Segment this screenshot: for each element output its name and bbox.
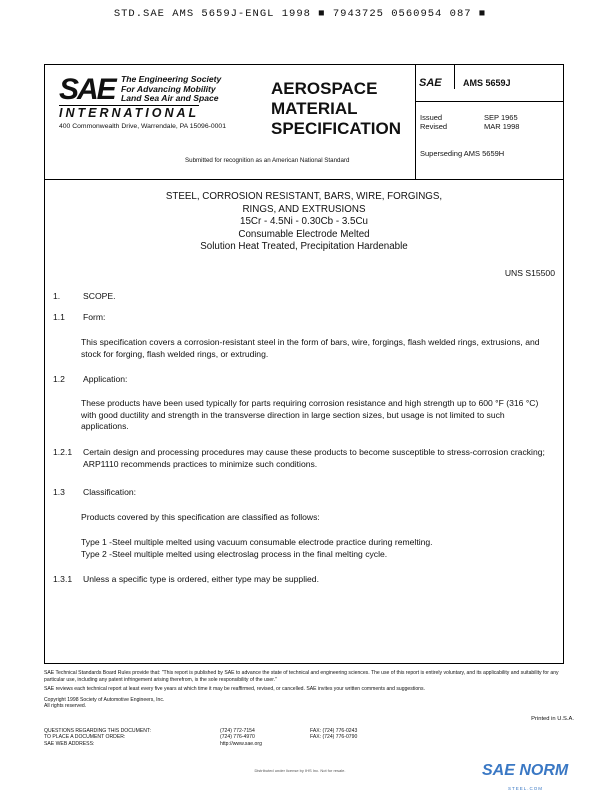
paragraph: Type 1 -Steel multiple melted using vacuum consumable electrode practice during remelting. — [81, 537, 433, 547]
section-heading: 1.3.1 Unless a specific type is ordered, either type may be supplied. — [53, 574, 319, 584]
submitted-note: Submitted for recognition as an American National Standard — [185, 157, 350, 164]
international-label: INTERNATIONAL — [59, 106, 200, 120]
web-address-link[interactable]: http://www.sae.org — [220, 741, 262, 747]
ams-number: AMS 5659J — [454, 65, 511, 89]
header — [45, 65, 563, 180]
small-sae-logo: SAE — [419, 77, 442, 89]
sae-logo-mark: SAE — [59, 73, 115, 106]
printed-in: Printed in U.S.A. — [531, 716, 574, 722]
page-title: AEROSPACE MATERIAL SPECIFICATION — [271, 79, 402, 138]
document-info-box — [415, 65, 564, 179]
paragraph: Type 2 -Steel multiple melted using electroslag process in the final melting cycle. — [81, 549, 388, 559]
review-note: SAE reviews each technical report at least every five years at which time it may be reaffirmed, revised, or cancelled. SAE invites your written comments and suggestions. — [44, 686, 425, 692]
section-heading: 1.3 Classification: — [53, 487, 137, 497]
paragraph: Products covered by this specification are classified as follows: — [81, 512, 320, 522]
paragraph: This specification covers a corrosion-resistant steel in the form of bars, wire, forgings, flash welded rings, extrusions, and stock for forging, flash welded rings, or extruding. — [81, 337, 540, 359]
section-heading: 1.2.1 Certain design and processing procedures may cause these products to become susceptible to stress-corrosion cracking; ARP1110 recommends practices to minimize such conditions. — [53, 447, 545, 469]
paragraph: These products have been used typically for parts requiring corrosion resistance and high strength up to 600 °F (316 °C) with good ductility and strength in the transverse direction in large section sizes, but usage is not limited to such applications. — [81, 398, 539, 431]
society-name: The Engineering Society For Advancing Mobility Land Sea Air and Space — [121, 74, 222, 103]
watermark-subtext: STEEL.COM — [508, 786, 544, 791]
section-heading: 1. SCOPE. — [53, 291, 116, 301]
rights: All rights reserved. — [44, 703, 87, 709]
uns-number: UNS S15500 — [504, 268, 555, 278]
copyright: Copyright 1998 Society of Automotive Engineers, Inc. — [44, 697, 165, 703]
section-heading: 1.2 Application: — [53, 374, 128, 384]
issue-dates: Issued SEP 1965 Revised MAR 1998 — [420, 113, 520, 131]
document-code-line: STD.SAE AMS 5659J-ENGL 1998 ■ 7943725 0560954 087 ■ — [113, 8, 487, 20]
specification-frame — [44, 64, 564, 664]
superseding-note: Superseding AMS 5659H — [420, 149, 505, 158]
section-heading: 1.1 Form: — [53, 312, 106, 322]
document-title: STEEL, CORROSION RESISTANT, BARS, WIRE, FORGINGS, RINGS, AND EXTRUSIONS 15Cr - 4.5Ni - 0.30Cb - 3.5Cu Consumable Electrode Melted Solution Heat Treated, Precipitation Hardenable — [165, 191, 443, 252]
watermark-logo: SAE NORM — [482, 762, 569, 779]
distribution-note: Distributed under license by IHS Inc. Not for resale. — [254, 768, 346, 773]
address: 400 Commonwealth Drive, Warrendale, PA 15096-0001 — [59, 123, 226, 130]
policy-note: SAE Technical Standards Board Rules provide that: "This report is published by SAE to advance the state of technical and engineering sciences. The use of this report is entirely voluntary, and its applicability and suitability for any particular use, including any patent infringement arising therefrom, is the sole responsibility of the user." — [44, 670, 559, 683]
